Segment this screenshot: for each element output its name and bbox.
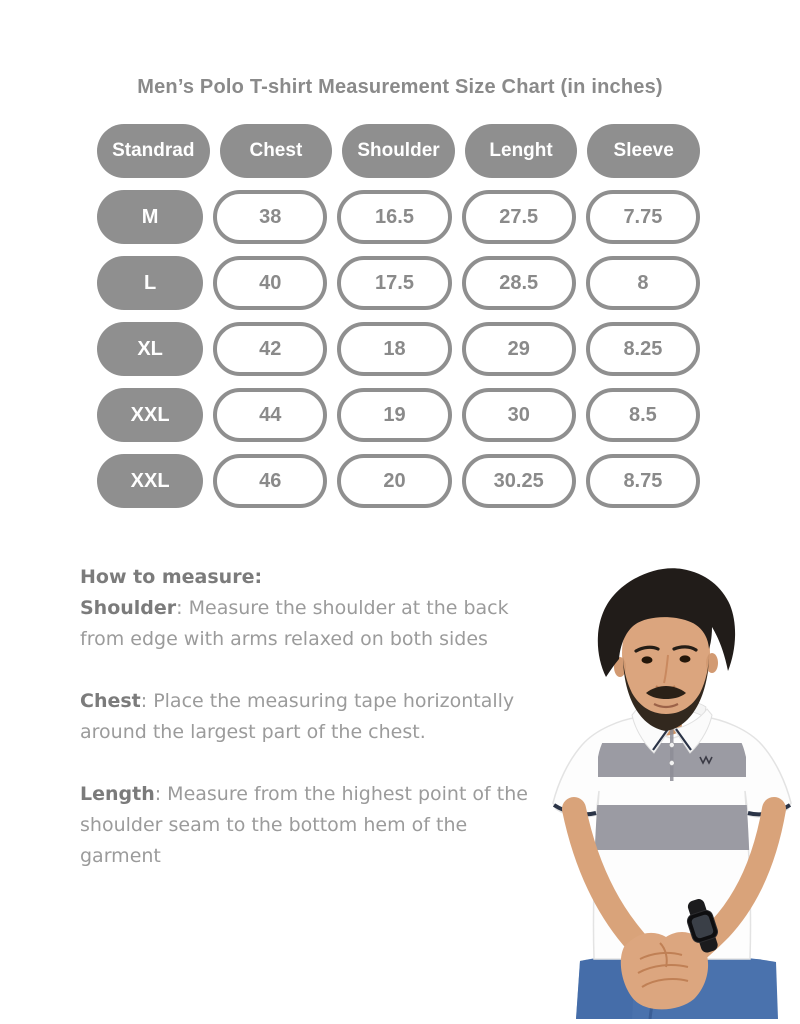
header-pill-sleeve: Sleeve xyxy=(587,124,700,178)
measurement-pill: 30.25 xyxy=(462,454,576,508)
header-pill-chest: Chest xyxy=(220,124,333,178)
measure-instruction-chest xyxy=(80,686,538,748)
measure-instruction-length xyxy=(80,779,538,872)
header-pill-shoulder: Shoulder xyxy=(342,124,455,178)
measure-instruction-shoulder xyxy=(80,593,538,655)
model-photo-illustration xyxy=(540,557,800,1019)
measurement-pill: 38 xyxy=(213,190,327,244)
size-row-xxl-2 xyxy=(97,454,700,508)
measurement-pill: 28.5 xyxy=(462,256,576,310)
header-pill-standard: Standrad xyxy=(97,124,210,178)
measurement-pill: 20 xyxy=(337,454,451,508)
how-to-measure-section xyxy=(80,562,538,872)
measurement-pill: 44 xyxy=(213,388,327,442)
measurement-pill: 16.5 xyxy=(337,190,451,244)
size-row-xl xyxy=(97,322,700,376)
measurement-pill: 27.5 xyxy=(462,190,576,244)
measurement-pill: 8.75 xyxy=(586,454,700,508)
placket xyxy=(670,729,674,781)
measurement-pill: 46 xyxy=(213,454,327,508)
measurement-pill: 30 xyxy=(462,388,576,442)
size-pill: XXL xyxy=(97,454,203,508)
header-pill-length: Lenght xyxy=(465,124,578,178)
size-chart-table xyxy=(97,124,700,508)
size-row-m xyxy=(97,190,700,244)
size-row-xxl-1 xyxy=(97,388,700,442)
instruction-term: Length xyxy=(80,783,155,805)
measurement-pill: 8.5 xyxy=(586,388,700,442)
instruction-text: : Measure the shoulder at the back from edge with arms relaxed on both sides xyxy=(80,597,509,650)
shirt-button xyxy=(669,760,674,765)
model-photo xyxy=(540,557,800,1019)
measurement-pill: 42 xyxy=(213,322,327,376)
measurement-pill: 40 xyxy=(213,256,327,310)
eye-left xyxy=(642,656,653,663)
measurement-pill: 29 xyxy=(462,322,576,376)
size-pill: M xyxy=(97,190,203,244)
measurement-pill: 17.5 xyxy=(337,256,451,310)
shirt-button xyxy=(669,742,674,747)
hands xyxy=(621,932,708,1009)
size-pill: XL xyxy=(97,322,203,376)
measurement-pill: 8 xyxy=(586,256,700,310)
measurement-pill: 19 xyxy=(337,388,451,442)
size-pill: L xyxy=(97,256,203,310)
how-to-measure-heading: How to measure: xyxy=(80,566,263,588)
page-title: Men’s Polo T-shirt Measurement Size Chart (in inches) xyxy=(137,76,663,98)
header-row xyxy=(97,124,700,178)
measurement-pill: 18 xyxy=(337,322,451,376)
instruction-text: : Measure from the highest point of the shoulder seam to the bottom hem of the garment xyxy=(80,783,528,867)
size-pill: XXL xyxy=(97,388,203,442)
measurement-pill: 8.25 xyxy=(586,322,700,376)
instruction-text: : Place the measuring tape horizontally around the largest part of the chest. xyxy=(80,690,515,743)
size-row-l xyxy=(97,256,700,310)
eye-right xyxy=(680,655,691,662)
instruction-term: Chest xyxy=(80,690,141,712)
instruction-term: Shoulder xyxy=(80,597,177,619)
measurement-pill: 7.75 xyxy=(586,190,700,244)
